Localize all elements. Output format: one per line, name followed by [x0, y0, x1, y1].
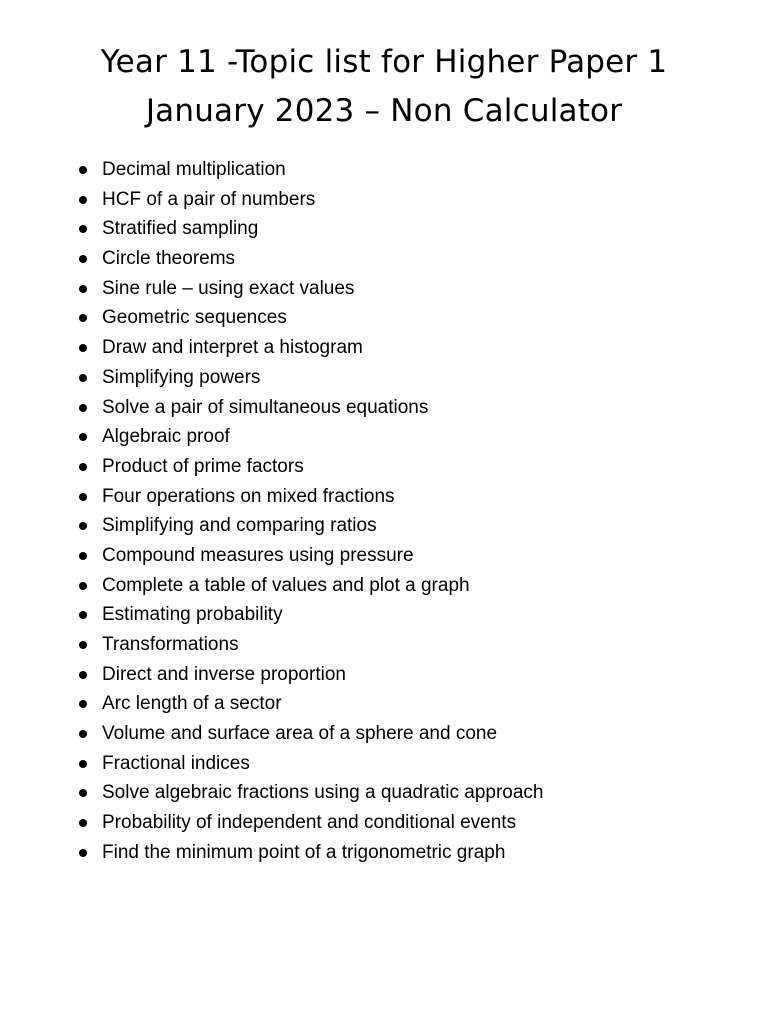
list-item — [0, 363, 544, 393]
list-item — [0, 660, 544, 690]
list-item — [0, 422, 544, 452]
bullet-icon — [79, 404, 87, 412]
bullet-icon — [79, 730, 87, 738]
topic-label: Volume and surface area of a sphere and cone — [102, 723, 498, 745]
list-item — [0, 511, 544, 541]
topic-label: Decimal multiplication — [102, 159, 286, 180]
bullet-icon — [79, 225, 87, 233]
bullet-icon — [79, 166, 87, 174]
list-item — [0, 393, 544, 423]
topic-label: Complete a table of values and plot a graph — [102, 574, 470, 596]
topic-label: Sine rule – using exact values — [102, 277, 355, 299]
bullet-icon — [79, 819, 87, 827]
list-item — [0, 214, 544, 244]
topic-label: Arc length of a sector — [102, 693, 282, 715]
topic-label: Draw and interpret a histogram — [102, 337, 363, 359]
topic-label: Find the minimum point of a trigonometric graph — [102, 841, 506, 863]
list-item — [0, 689, 544, 719]
page-title — [0, 38, 768, 136]
title-line-2: January 2023 – Non Calculator — [145, 93, 623, 129]
topic-label: Geometric sequences — [102, 307, 287, 329]
topic-label: HCF of a pair of numbers — [102, 188, 316, 210]
list-item — [0, 778, 544, 808]
topic-label: Transformations — [102, 634, 239, 655]
bullet-icon — [79, 493, 87, 501]
topic-label: Simplifying powers — [102, 366, 261, 388]
topic-label: Simplifying and comparing ratios — [102, 515, 377, 537]
bullet-icon — [79, 285, 87, 293]
bullet-icon — [79, 760, 87, 768]
topic-label: Direct and inverse proportion — [102, 663, 346, 685]
topic-label: Solve algebraic fractions using a quadratic approach — [102, 782, 544, 804]
bullet-icon — [79, 789, 87, 797]
list-item — [0, 719, 544, 749]
title-line-1: Year 11 -Topic list for Higher Paper 1 — [100, 44, 668, 80]
topic-label: Algebraic proof — [102, 426, 230, 448]
list-item — [0, 541, 544, 571]
bullet-icon — [79, 196, 87, 204]
list-item — [0, 333, 544, 363]
topic-label: Stratified sampling — [102, 218, 259, 240]
list-item — [0, 630, 544, 660]
list-item — [0, 808, 544, 838]
bullet-icon — [79, 582, 87, 590]
bullet-icon — [79, 255, 87, 263]
bullet-icon — [79, 314, 87, 322]
list-item — [0, 482, 544, 512]
bullet-icon — [79, 463, 87, 471]
list-item — [0, 600, 544, 630]
list-item — [0, 749, 544, 779]
bullet-icon — [79, 700, 87, 708]
topic-list — [0, 155, 544, 868]
list-item — [0, 303, 544, 333]
topic-label: Compound measures using pressure — [102, 544, 414, 566]
list-item — [0, 244, 544, 274]
topic-label: Circle theorems — [102, 248, 236, 270]
list-item — [0, 838, 544, 868]
topic-label: Probability of independent and conditional events — [102, 812, 517, 834]
topic-label: Solve a pair of simultaneous equations — [102, 396, 429, 418]
list-item — [0, 185, 544, 215]
bullet-icon — [79, 552, 87, 560]
bullet-icon — [79, 671, 87, 679]
bullet-icon — [79, 849, 87, 857]
topic-label: Product of prime factors — [102, 455, 304, 477]
bullet-icon — [79, 522, 87, 530]
bullet-icon — [79, 433, 87, 441]
bullet-icon — [79, 611, 87, 619]
bullet-icon — [79, 374, 87, 382]
bullet-icon — [79, 641, 87, 649]
list-item — [0, 452, 544, 482]
list-item — [0, 155, 544, 185]
list-item — [0, 274, 544, 304]
topic-label: Four operations on mixed fractions — [102, 485, 395, 507]
topic-label: Estimating probability — [102, 604, 283, 626]
topic-label: Fractional indices — [102, 752, 250, 774]
list-item — [0, 571, 544, 601]
bullet-icon — [79, 344, 87, 352]
